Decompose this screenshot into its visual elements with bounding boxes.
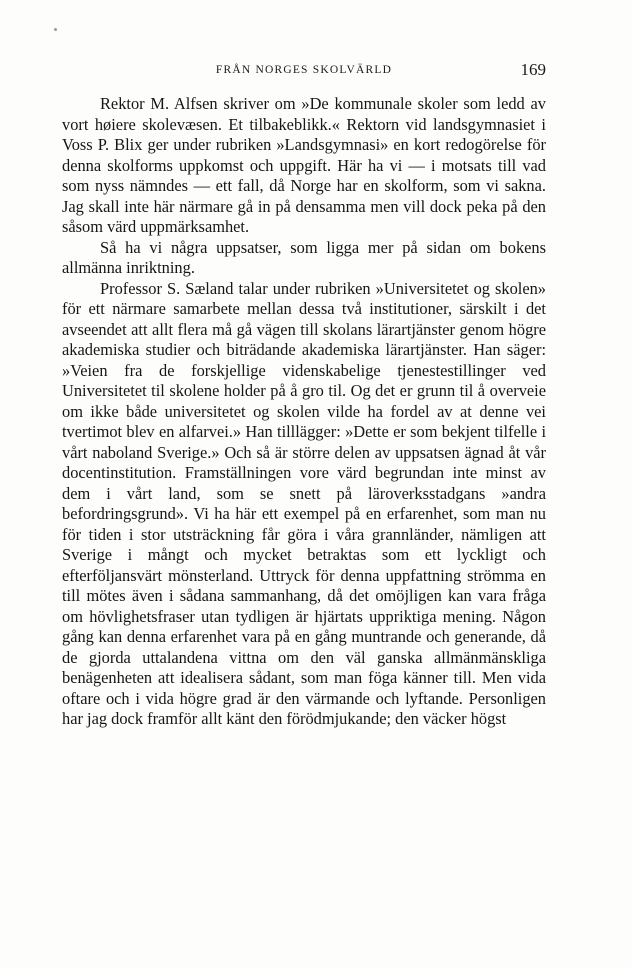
page-header	[62, 60, 546, 84]
running-head: FRÅN NORGES SKOLVÄRLD	[215, 64, 393, 76]
paragraph-saeland: Professor S. Sæland talar under rubriken »Universitetet og skolen» för ett närmare samarbete mellan dessa två institutioner, särskilt i det avseendet att allt flera må gå vägen till skolans lärartjänster genom högre akademiska studier och biträdande akademiska lärartjänster. Han säger: »Veien fra de forskjellige videnskabelige tjenestestillinger ved Universitetet til skolene holder på å gro til. Og det er grunn til å overveie om ikke både universitetet og skolen vilde ha fordel av at denne vei tvertimot blev en alfarvei.» Han tilllägger: »Dette er som bekjent tilfelle i vårt naboland Sverige.» Och så är större delen av uppsatsen ägnad åt vår docentinstitution. Framställningen vore värd begrundan inte minst av dem i vårt land, som se snett på läroverksstadgans »andra befordringsgrund». Vi ha här ett exempel på en erfarenhet, som man nu för tiden i stor utsträckning får göra i våra grannländer, nämligen att Sverige i mångt och mycket betraktas som ett lyckligt och efterföljansvärt mönsterland. Uttryck för denna uppfattning strömma en till mötes även i sådana sammanhang, då det omöjligen kan vara fråga om hövlighetsfraser utan tydligen är hjärtats uppriktiga mening. Någon gång kan denna erfarenhet vara på en gång muntrande och generande, då de gjorda uttalandena vittna om den väl ganska allmänmänskliga benägenheten att idealisera sådant, som man föga känner till. Men vida oftare och i vida högre grad är den värmande och lyftande. Personligen har jag dock framför allt känt den förödmjukande; den väcker högst	[62, 278, 546, 728]
paragraph-uppsatser: Så ha vi några uppsatser, som ligga mer på sidan om bokens allmänna inriktning.	[62, 237, 546, 277]
paragraph-alfsen: Rektor M. Alfsen skriver om »De kommunale skoler som ledd av vort høiere skolevæsen. Et tilbakeblikk.« Rektorn vid landsgymnasiet i Voss P. Blix ger under rubriken »Landsgymnasi» en kort redogörelse för denna skolforms uppkomst och uppgift. Här ha vi — i motsats till vad som nyss nämndes — ett fall, då Norge har en skolform, som vi sakna. Jag skall inte här närmare gå in på densamma men vill dock peka på den såsom värd uppmärksamhet.	[62, 94, 546, 236]
body-text	[62, 94, 546, 730]
page-speck	[54, 28, 57, 31]
page-number: 169	[520, 60, 546, 79]
